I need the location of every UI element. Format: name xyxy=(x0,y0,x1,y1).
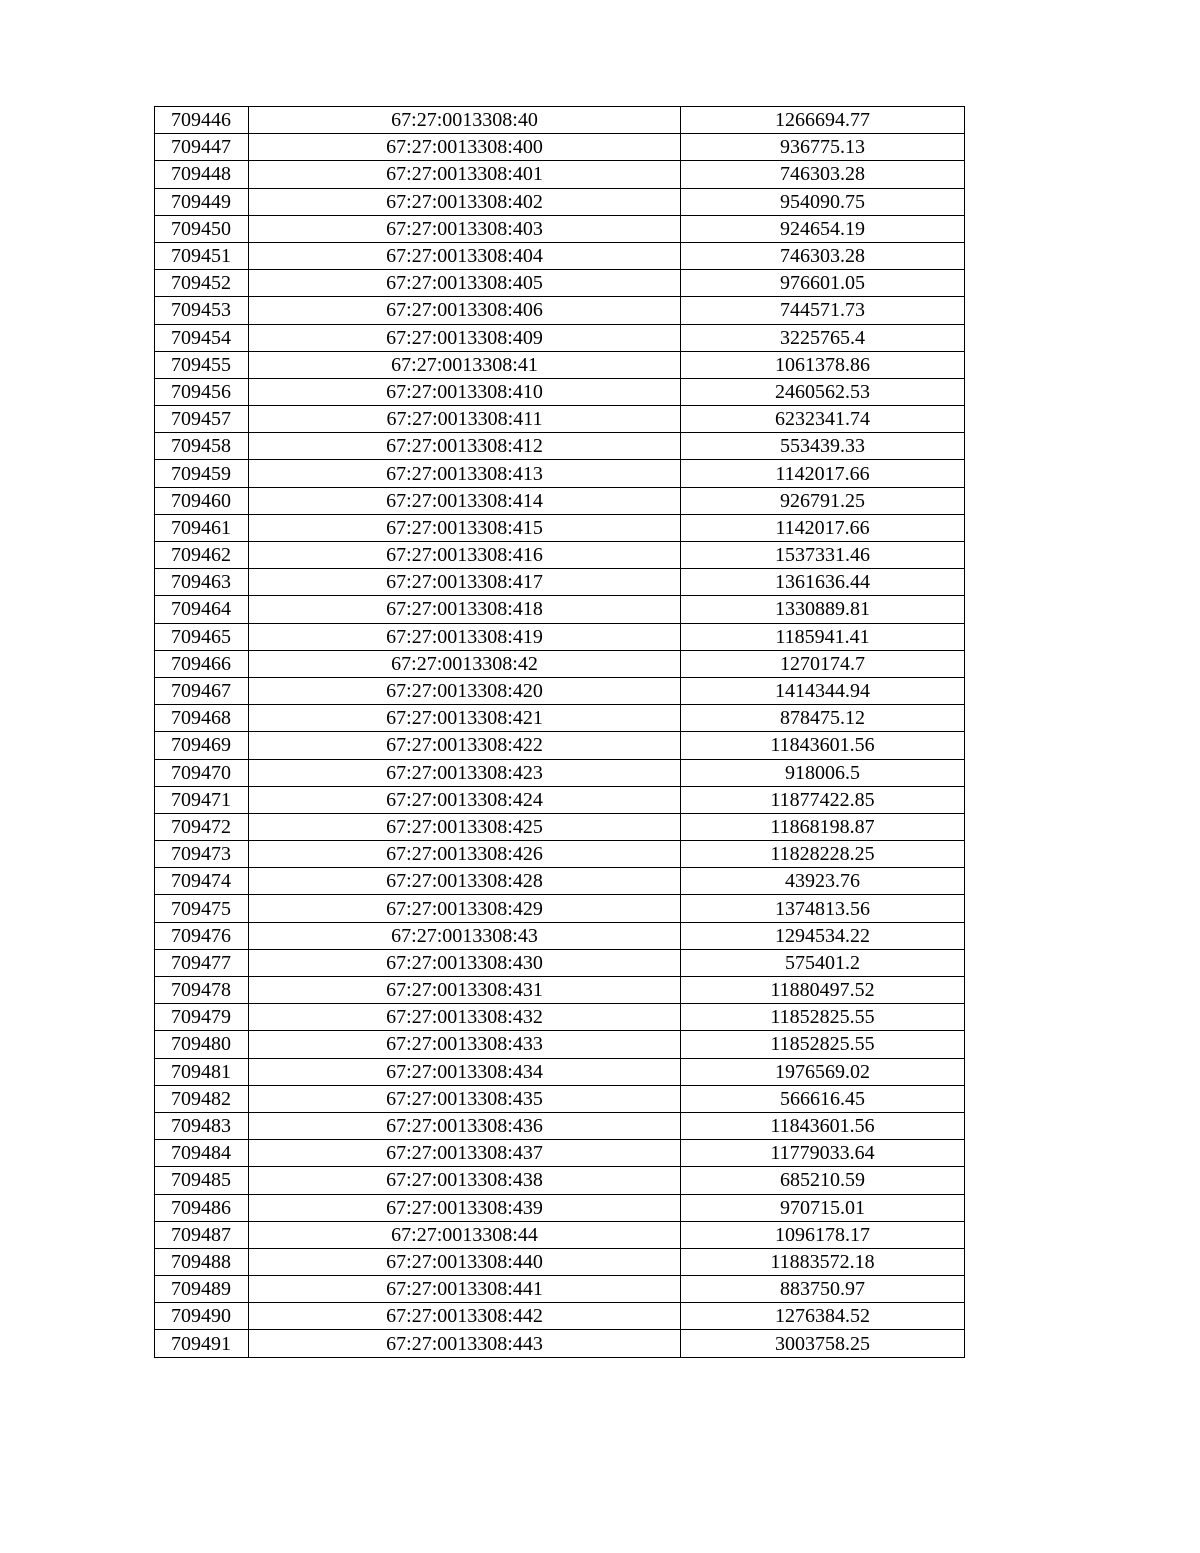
cadastral-number-cell: 67:27:0013308:438 xyxy=(249,1167,681,1194)
table-row xyxy=(155,324,965,351)
table-row xyxy=(155,977,965,1004)
cadastral-value-cell: 11877422.85 xyxy=(681,786,965,813)
row-number-cell: 709483 xyxy=(155,1112,249,1139)
cadastral-number-cell: 67:27:0013308:430 xyxy=(249,949,681,976)
table-row xyxy=(155,542,965,569)
cadastral-number-cell: 67:27:0013308:42 xyxy=(249,650,681,677)
cadastral-number-cell: 67:27:0013308:400 xyxy=(249,134,681,161)
row-number-cell: 709450 xyxy=(155,215,249,242)
cadastral-value-cell: 970715.01 xyxy=(681,1194,965,1221)
cadastral-value-cell: 1361636.44 xyxy=(681,569,965,596)
cadastral-number-cell: 67:27:0013308:405 xyxy=(249,270,681,297)
table-row xyxy=(155,1303,965,1330)
row-number-cell: 709475 xyxy=(155,895,249,922)
cadastral-number-cell: 67:27:0013308:415 xyxy=(249,514,681,541)
table-row xyxy=(155,351,965,378)
cadastral-value-cell: 746303.28 xyxy=(681,242,965,269)
cadastral-value-cell: 575401.2 xyxy=(681,949,965,976)
cadastral-number-cell: 67:27:0013308:41 xyxy=(249,351,681,378)
cadastral-value-cell: 744571.73 xyxy=(681,297,965,324)
row-number-cell: 709448 xyxy=(155,161,249,188)
row-number-cell: 709478 xyxy=(155,977,249,1004)
table-row xyxy=(155,1330,965,1357)
row-number-cell: 709469 xyxy=(155,732,249,759)
cadastral-number-cell: 67:27:0013308:424 xyxy=(249,786,681,813)
cadastral-number-cell: 67:27:0013308:43 xyxy=(249,922,681,949)
cadastral-value-cell: 1270174.7 xyxy=(681,650,965,677)
row-number-cell: 709459 xyxy=(155,460,249,487)
table-row xyxy=(155,1221,965,1248)
table-row xyxy=(155,1167,965,1194)
cadastral-number-cell: 67:27:0013308:429 xyxy=(249,895,681,922)
table-row xyxy=(155,514,965,541)
table-row xyxy=(155,650,965,677)
row-number-cell: 709482 xyxy=(155,1085,249,1112)
table-row xyxy=(155,1112,965,1139)
cadastral-number-cell: 67:27:0013308:440 xyxy=(249,1248,681,1275)
table-row xyxy=(155,406,965,433)
table-row xyxy=(155,270,965,297)
cadastral-number-cell: 67:27:0013308:417 xyxy=(249,569,681,596)
table-row xyxy=(155,949,965,976)
cadastral-value-cell: 1976569.02 xyxy=(681,1058,965,1085)
cadastral-number-cell: 67:27:0013308:439 xyxy=(249,1194,681,1221)
table-row xyxy=(155,895,965,922)
table-row xyxy=(155,1004,965,1031)
cadastral-number-cell: 67:27:0013308:442 xyxy=(249,1303,681,1330)
cadastral-number-cell: 67:27:0013308:411 xyxy=(249,406,681,433)
table-row xyxy=(155,569,965,596)
cadastral-number-cell: 67:27:0013308:402 xyxy=(249,188,681,215)
row-number-cell: 709457 xyxy=(155,406,249,433)
cadastral-value-cell: 11852825.55 xyxy=(681,1004,965,1031)
row-number-cell: 709488 xyxy=(155,1248,249,1275)
cadastral-value-cell: 6232341.74 xyxy=(681,406,965,433)
cadastral-value-cell: 1266694.77 xyxy=(681,107,965,134)
cadastral-value-cell: 883750.97 xyxy=(681,1276,965,1303)
cadastral-value-cell: 11828228.25 xyxy=(681,841,965,868)
row-number-cell: 709479 xyxy=(155,1004,249,1031)
table-row xyxy=(155,1248,965,1275)
row-number-cell: 709452 xyxy=(155,270,249,297)
row-number-cell: 709474 xyxy=(155,868,249,895)
row-number-cell: 709491 xyxy=(155,1330,249,1357)
table-row xyxy=(155,732,965,759)
table-row xyxy=(155,487,965,514)
row-number-cell: 709446 xyxy=(155,107,249,134)
table-row xyxy=(155,786,965,813)
cadastral-number-cell: 67:27:0013308:428 xyxy=(249,868,681,895)
table-row xyxy=(155,705,965,732)
cadastral-number-cell: 67:27:0013308:423 xyxy=(249,759,681,786)
row-number-cell: 709471 xyxy=(155,786,249,813)
cadastral-value-cell: 566616.45 xyxy=(681,1085,965,1112)
cadastral-value-cell: 11883572.18 xyxy=(681,1248,965,1275)
cadastral-value-cell: 43923.76 xyxy=(681,868,965,895)
table-row xyxy=(155,161,965,188)
cadastral-number-cell: 67:27:0013308:431 xyxy=(249,977,681,1004)
cadastral-value-cell: 926791.25 xyxy=(681,487,965,514)
table-row xyxy=(155,623,965,650)
cadastral-value-cell: 1061378.86 xyxy=(681,351,965,378)
row-number-cell: 709472 xyxy=(155,813,249,840)
cadastral-number-cell: 67:27:0013308:416 xyxy=(249,542,681,569)
table-row xyxy=(155,813,965,840)
cadastral-value-cell: 936775.13 xyxy=(681,134,965,161)
cadastral-value-cell: 11868198.87 xyxy=(681,813,965,840)
cadastral-value-table xyxy=(154,106,965,1358)
cadastral-value-cell: 918006.5 xyxy=(681,759,965,786)
cadastral-value-cell: 1096178.17 xyxy=(681,1221,965,1248)
cadastral-value-cell: 3003758.25 xyxy=(681,1330,965,1357)
row-number-cell: 709456 xyxy=(155,378,249,405)
cadastral-number-cell: 67:27:0013308:426 xyxy=(249,841,681,868)
table-row xyxy=(155,433,965,460)
row-number-cell: 709458 xyxy=(155,433,249,460)
cadastral-value-cell: 11880497.52 xyxy=(681,977,965,1004)
row-number-cell: 709447 xyxy=(155,134,249,161)
cadastral-number-cell: 67:27:0013308:404 xyxy=(249,242,681,269)
cadastral-value-cell: 878475.12 xyxy=(681,705,965,732)
table-row xyxy=(155,596,965,623)
cadastral-value-cell: 11843601.56 xyxy=(681,732,965,759)
row-number-cell: 709465 xyxy=(155,623,249,650)
row-number-cell: 709466 xyxy=(155,650,249,677)
cadastral-value-cell: 11779033.64 xyxy=(681,1140,965,1167)
table-row xyxy=(155,1276,965,1303)
row-number-cell: 709489 xyxy=(155,1276,249,1303)
table-row xyxy=(155,242,965,269)
cadastral-value-cell: 1276384.52 xyxy=(681,1303,965,1330)
table-row xyxy=(155,677,965,704)
cadastral-value-cell: 1142017.66 xyxy=(681,514,965,541)
cadastral-value-cell: 1142017.66 xyxy=(681,460,965,487)
cadastral-number-cell: 67:27:0013308:443 xyxy=(249,1330,681,1357)
row-number-cell: 709454 xyxy=(155,324,249,351)
row-number-cell: 709460 xyxy=(155,487,249,514)
table-row xyxy=(155,215,965,242)
table-row xyxy=(155,107,965,134)
row-number-cell: 709485 xyxy=(155,1167,249,1194)
cadastral-number-cell: 67:27:0013308:401 xyxy=(249,161,681,188)
cadastral-value-cell: 924654.19 xyxy=(681,215,965,242)
table-row xyxy=(155,460,965,487)
table-row xyxy=(155,841,965,868)
row-number-cell: 709468 xyxy=(155,705,249,732)
cadastral-number-cell: 67:27:0013308:420 xyxy=(249,677,681,704)
cadastral-value-cell: 954090.75 xyxy=(681,188,965,215)
cadastral-number-cell: 67:27:0013308:409 xyxy=(249,324,681,351)
cadastral-value-cell: 685210.59 xyxy=(681,1167,965,1194)
cadastral-number-cell: 67:27:0013308:413 xyxy=(249,460,681,487)
cadastral-number-cell: 67:27:0013308:419 xyxy=(249,623,681,650)
cadastral-value-cell: 11843601.56 xyxy=(681,1112,965,1139)
table-row xyxy=(155,922,965,949)
cadastral-number-cell: 67:27:0013308:425 xyxy=(249,813,681,840)
table-row xyxy=(155,188,965,215)
table-row xyxy=(155,134,965,161)
row-number-cell: 709481 xyxy=(155,1058,249,1085)
row-number-cell: 709480 xyxy=(155,1031,249,1058)
row-number-cell: 709462 xyxy=(155,542,249,569)
table-row xyxy=(155,1058,965,1085)
cadastral-number-cell: 67:27:0013308:435 xyxy=(249,1085,681,1112)
row-number-cell: 709461 xyxy=(155,514,249,541)
cadastral-value-cell: 2460562.53 xyxy=(681,378,965,405)
table-row xyxy=(155,1031,965,1058)
row-number-cell: 709463 xyxy=(155,569,249,596)
cadastral-value-cell: 553439.33 xyxy=(681,433,965,460)
cadastral-value-cell: 1294534.22 xyxy=(681,922,965,949)
table-row xyxy=(155,1085,965,1112)
row-number-cell: 709487 xyxy=(155,1221,249,1248)
cadastral-number-cell: 67:27:0013308:40 xyxy=(249,107,681,134)
table-row xyxy=(155,1194,965,1221)
cadastral-value-cell: 3225765.4 xyxy=(681,324,965,351)
row-number-cell: 709470 xyxy=(155,759,249,786)
row-number-cell: 709477 xyxy=(155,949,249,976)
cadastral-number-cell: 67:27:0013308:406 xyxy=(249,297,681,324)
table-row xyxy=(155,378,965,405)
cadastral-value-cell: 976601.05 xyxy=(681,270,965,297)
cadastral-value-cell: 11852825.55 xyxy=(681,1031,965,1058)
table-row xyxy=(155,1140,965,1167)
cadastral-number-cell: 67:27:0013308:433 xyxy=(249,1031,681,1058)
cadastral-value-cell: 746303.28 xyxy=(681,161,965,188)
cadastral-number-cell: 67:27:0013308:44 xyxy=(249,1221,681,1248)
cadastral-number-cell: 67:27:0013308:436 xyxy=(249,1112,681,1139)
cadastral-number-cell: 67:27:0013308:421 xyxy=(249,705,681,732)
row-number-cell: 709486 xyxy=(155,1194,249,1221)
cadastral-number-cell: 67:27:0013308:434 xyxy=(249,1058,681,1085)
table-row xyxy=(155,297,965,324)
row-number-cell: 709467 xyxy=(155,677,249,704)
cadastral-value-cell: 1537331.46 xyxy=(681,542,965,569)
row-number-cell: 709484 xyxy=(155,1140,249,1167)
row-number-cell: 709453 xyxy=(155,297,249,324)
table-body xyxy=(155,107,965,1358)
cadastral-value-cell: 1374813.56 xyxy=(681,895,965,922)
cadastral-number-cell: 67:27:0013308:441 xyxy=(249,1276,681,1303)
table-row xyxy=(155,868,965,895)
cadastral-number-cell: 67:27:0013308:414 xyxy=(249,487,681,514)
table-row xyxy=(155,759,965,786)
cadastral-value-cell: 1414344.94 xyxy=(681,677,965,704)
cadastral-number-cell: 67:27:0013308:432 xyxy=(249,1004,681,1031)
row-number-cell: 709455 xyxy=(155,351,249,378)
cadastral-number-cell: 67:27:0013308:418 xyxy=(249,596,681,623)
cadastral-number-cell: 67:27:0013308:437 xyxy=(249,1140,681,1167)
cadastral-value-cell: 1185941.41 xyxy=(681,623,965,650)
row-number-cell: 709464 xyxy=(155,596,249,623)
row-number-cell: 709449 xyxy=(155,188,249,215)
cadastral-number-cell: 67:27:0013308:403 xyxy=(249,215,681,242)
cadastral-number-cell: 67:27:0013308:410 xyxy=(249,378,681,405)
row-number-cell: 709490 xyxy=(155,1303,249,1330)
cadastral-value-cell: 1330889.81 xyxy=(681,596,965,623)
row-number-cell: 709473 xyxy=(155,841,249,868)
cadastral-number-cell: 67:27:0013308:412 xyxy=(249,433,681,460)
row-number-cell: 709476 xyxy=(155,922,249,949)
cadastral-number-cell: 67:27:0013308:422 xyxy=(249,732,681,759)
row-number-cell: 709451 xyxy=(155,242,249,269)
